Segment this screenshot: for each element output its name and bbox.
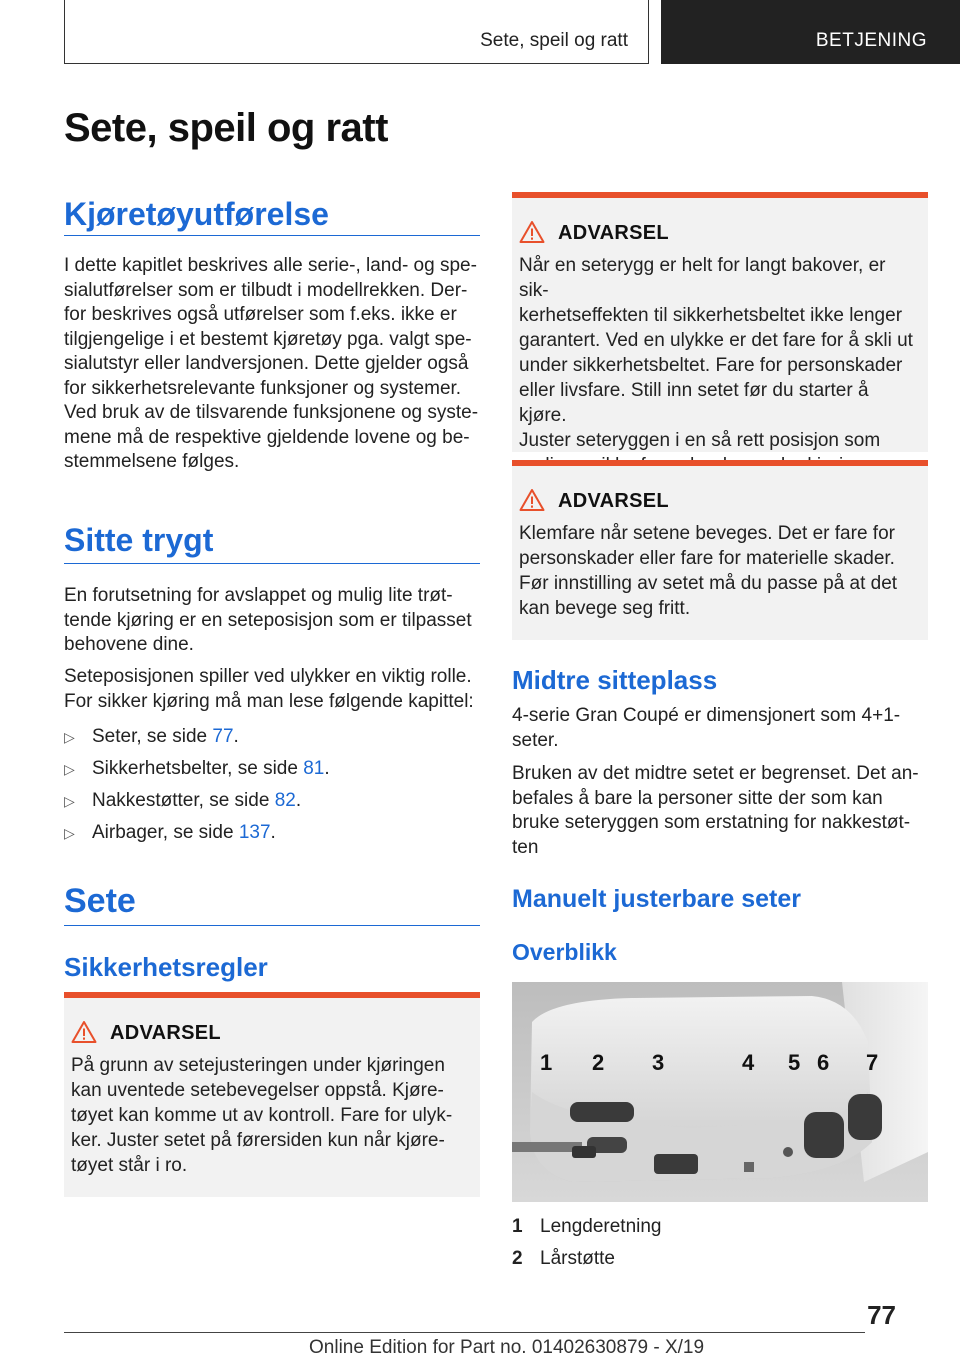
text-line: eller livsfare. Still inn setet før du starter å kjøre. [519, 380, 869, 426]
legend-text: Lårstøtte [540, 1248, 615, 1269]
list-item: ▷ Nakkestøtter, se side 82. [64, 790, 302, 811]
text-line: kerhetseffekten til sikkerhetsbeltet ikke lenger [519, 305, 903, 326]
warning-text [519, 521, 919, 621]
callout-label: 2 [592, 1050, 605, 1075]
text-line: befales å bare la personer sitte der som kan [512, 787, 883, 809]
text-line: personskader eller fare for materielle skader. [519, 548, 895, 569]
text-line: En forutsetning for avslappet og mulig lite trøt‐ [64, 585, 453, 606]
triangle-bullet-icon: ▷ [64, 793, 75, 809]
text-line: 4-serie Gran Coupé er dimensjonert som 4+1- [512, 705, 901, 726]
callout-label: 5 [788, 1050, 801, 1075]
text-line: For sikker kjøring må man lese følgende kapittel: [64, 690, 474, 712]
text-line: Bruken av det midtre setet er begrenset. Det an‐ [512, 763, 919, 784]
warning-triangle-icon [519, 220, 545, 244]
header-section-box [64, 0, 649, 64]
sitte-paragraph-2 [64, 665, 484, 714]
sitte-paragraph-1 [64, 584, 484, 658]
text-line: Klemfare når setene beveges. Det er fare for [519, 523, 895, 544]
text-line: I dette kapitlet beskrives alle serie-, land- og spe‐ [64, 255, 477, 276]
warning-box [512, 460, 928, 640]
text-line: Ved bruk av de tilsvarende funksjonene og syste‐ [64, 402, 479, 423]
footer-divider [64, 1332, 865, 1333]
text-line: bruke seteryggen som erstatning for nakkestøt‐ [512, 812, 911, 833]
warning-box [64, 992, 480, 1197]
legend-number: 1 [512, 1216, 523, 1237]
page-title: Sete, speil og ratt [64, 106, 388, 150]
legend-item [512, 1216, 662, 1238]
midtre-paragraph-2 [512, 762, 932, 860]
callout-label: 7 [866, 1050, 879, 1075]
text-line: Før innstilling av setet må du passe på at det [519, 573, 898, 594]
heading-kjoretoyutforelse: Kjøretøyutførelse [64, 196, 480, 236]
warning-title: ADVARSEL [558, 490, 669, 512]
text-line: seter. [512, 729, 559, 751]
page-link[interactable]: 77 [212, 726, 234, 747]
text-line: sialutførelser som er tilbudt i modellrekken. Der‐ [64, 279, 468, 301]
text-line: Seteposisjonen spiller ved ulykker en viktig rolle. [64, 666, 472, 687]
text-line: mene må de respektive gjeldende lovene og be‐ [64, 426, 470, 448]
header-section-title: Sete, speil og ratt [480, 30, 628, 51]
heading-sikkerhetsregler: Sikkerhetsregler [64, 952, 268, 982]
page-link[interactable]: 137 [238, 822, 271, 843]
legend-text: Lengderetning [540, 1216, 662, 1237]
text-line: kan bevege seg fritt. [519, 598, 691, 619]
list-item: ▷ Airbager, se side 137. [64, 822, 276, 843]
callout-label: 3 [652, 1050, 665, 1075]
page-link[interactable]: 82 [274, 790, 296, 811]
legend-item [512, 1248, 615, 1270]
text-line: tende kjøring er en seteposisjon som er tilpasset [64, 609, 472, 631]
legend-number: 2 [512, 1248, 523, 1269]
seat-illustration [512, 982, 928, 1202]
warning-title: ADVARSEL [558, 222, 669, 244]
text-line: under sikkerhetsbeltet. Fare for personskader [519, 355, 903, 376]
callout-label: 1 [540, 1050, 553, 1075]
text-line: stemmelsene følges. [64, 451, 240, 472]
text-line: for sikkerhetsrelevante funksjoner og systemer. [64, 377, 462, 399]
warning-text [519, 253, 919, 478]
warning-text [71, 1053, 471, 1178]
text-line: ker. Juster setet på førersiden kun når kjøre‐ [71, 1130, 445, 1151]
kjoretoy-paragraph [64, 254, 484, 475]
heading-sitte-trygt: Sitte trygt [64, 522, 480, 564]
text-line: for beskrives også utførelser som f.eks. ikke er [64, 304, 457, 325]
warning-triangle-icon [519, 488, 545, 512]
triangle-bullet-icon: ▷ [64, 761, 75, 777]
warning-box [512, 192, 928, 452]
warning-title: ADVARSEL [110, 1022, 221, 1044]
text-line: ten [512, 836, 539, 858]
page-link[interactable]: 81 [303, 758, 325, 779]
text-line: garantert. Ved en ulykke er det fare for å skli ut [519, 330, 913, 351]
triangle-bullet-icon: ▷ [64, 825, 75, 841]
text-line: kan uventede setebevegelser oppstå. Kjøre‐ [71, 1080, 444, 1101]
callout-label: 6 [817, 1050, 830, 1075]
header-chapter-title: BETJENING [815, 30, 927, 51]
text-line: sialutstyr eller landversjonen. Dette gjelder også [64, 353, 469, 374]
text-line: tøyet kan komme ut av kontroll. Fare for ulyk‐ [71, 1105, 453, 1126]
heading-midtre-sitteplass: Midtre sitteplass [512, 665, 718, 695]
text-line: tilgjengelige i et bestemt kjøretøy pga. valgt spe‐ [64, 328, 472, 350]
callout-label: 4 [742, 1050, 755, 1075]
heading-manuelt-justerbare-seter: Manuelt justerbare seter [512, 885, 801, 913]
text-line: Juster seteryggen i en så rett posisjon som [519, 430, 881, 451]
heading-overblikk: Overblikk [512, 939, 617, 965]
list-item: ▷ Sikkerhetsbelter, se side 81. [64, 758, 330, 779]
footer-edition: Online Edition for Part no. 01402630879 - X/19 [309, 1337, 705, 1358]
triangle-bullet-icon: ▷ [64, 729, 75, 745]
header-chapter-tab [661, 0, 960, 64]
text-line: Når en seterygg er helt for langt bakover, er sik‐ [519, 255, 886, 301]
list-item: ▷ Seter, se side 77. [64, 726, 239, 747]
text-line: På grunn av setejusteringen under kjøringen [71, 1055, 445, 1076]
seat-controls-photo [512, 982, 928, 1202]
page-number: 77 [867, 1300, 896, 1330]
heading-sete: Sete [64, 882, 480, 926]
warning-triangle-icon [71, 1020, 97, 1044]
text-line: tøyet står i ro. [71, 1155, 188, 1176]
midtre-paragraph-1 [512, 704, 932, 753]
text-line: behovene dine. [64, 634, 194, 655]
